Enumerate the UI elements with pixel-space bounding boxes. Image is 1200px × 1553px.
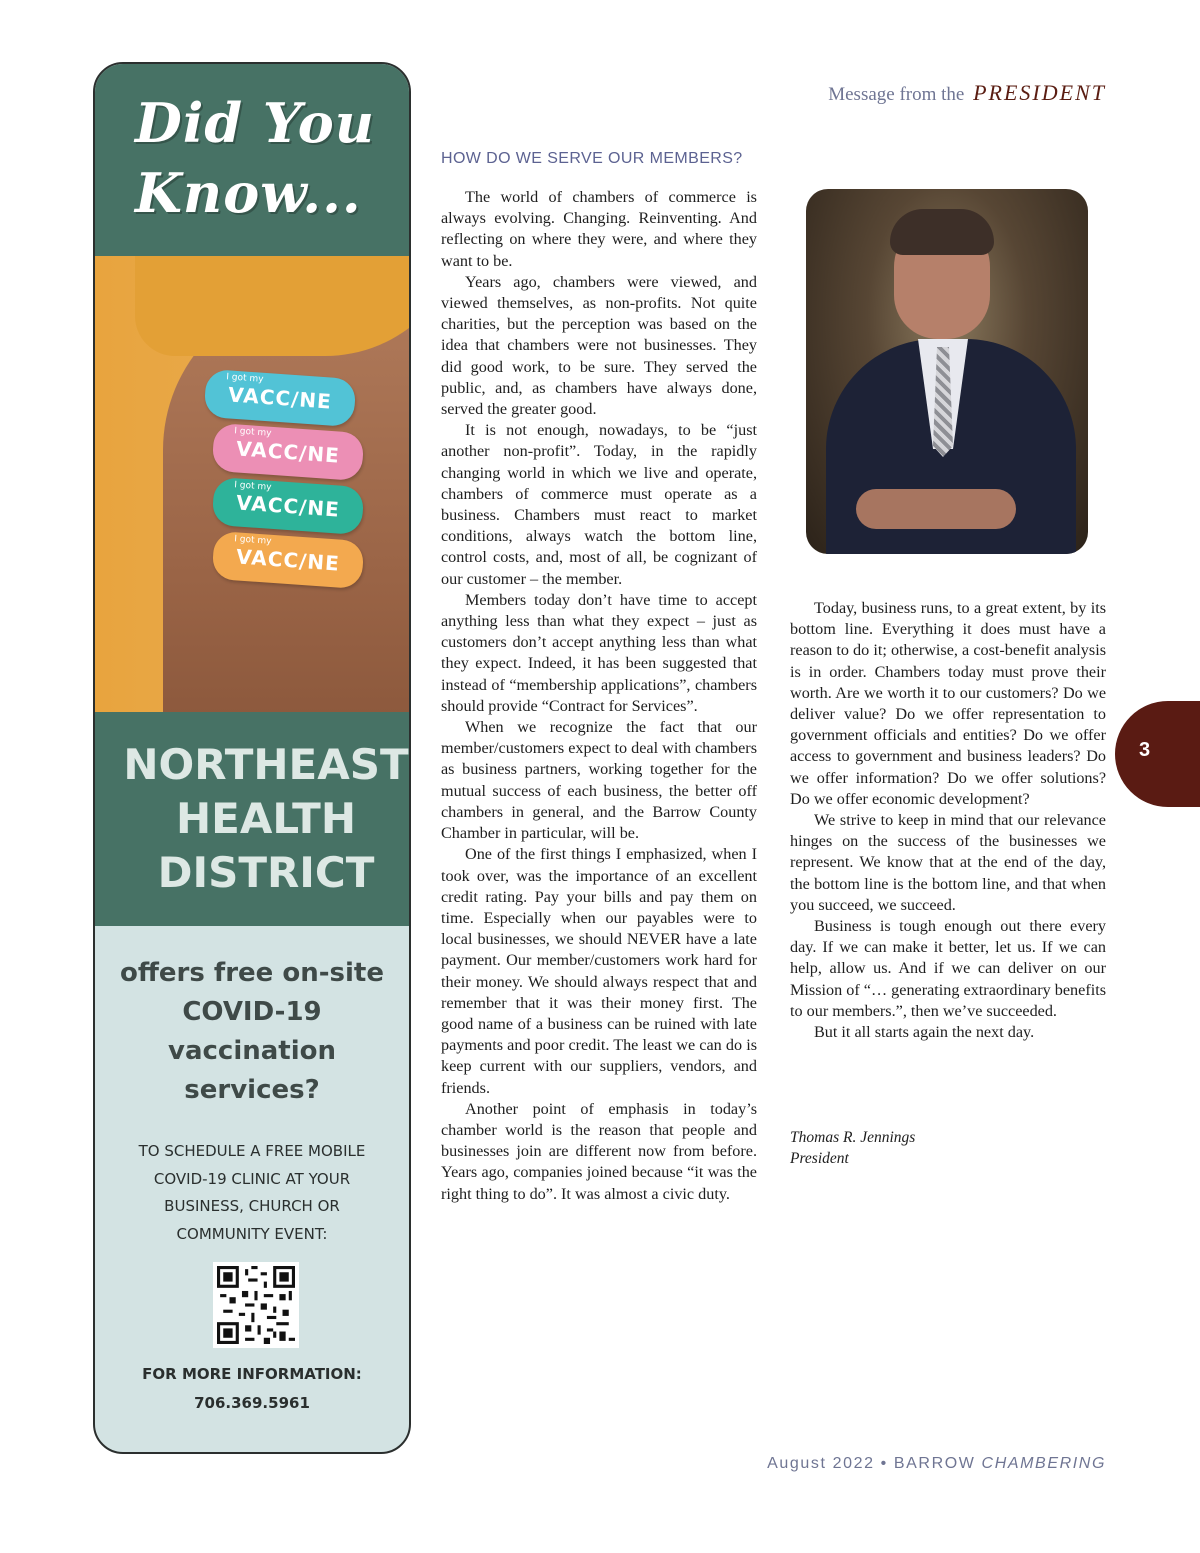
paragraph: Another point of emphasis in today’s chamber world is the reason that people and businesses join are different now from before. Years ago, companies joined because “it was the right thing to do”. It was almost a civic duty.	[441, 1099, 757, 1203]
running-head-label: Message from the	[828, 84, 965, 105]
vaccine-ad	[93, 62, 411, 1454]
ad-schedule-text: TO SCHEDULE A FREE MOBILE COVID-19 CLINIC AT YOUR BUSINESS, CHURCH OR COMMUNITY EVENT:	[138, 1142, 366, 1243]
portrait-hair	[890, 209, 994, 255]
ad-organization: NORTHEAST HEALTH DISTRICT	[123, 740, 409, 897]
bandage-green: I got my VACC∕NE	[212, 477, 365, 535]
signature-title: President	[790, 1150, 849, 1167]
president-portrait	[806, 189, 1088, 554]
ad-contact	[95, 1360, 409, 1418]
paragraph: When we recognize the fact that our member/customers expect to deal with chambers as business partners, working together for the mutual success of each business, the better off chambers in general, and the Barrow County Chamber in particular, will be.	[441, 718, 757, 843]
paragraph: But it all starts again the next day.	[814, 1023, 1035, 1042]
bandage-pink: I got my VACC∕NE	[212, 423, 365, 481]
paragraph: Members today don’t have time to accept anything less than what they expect – just as customers don’t accept anything less than what they expect. Indeed, it has been suggested that instead of “membership applications”, chambers should provide “Contract for Services”.	[441, 590, 757, 715]
article-column-1	[441, 187, 757, 1205]
paragraph: Business is tough enough out there every day. If we can make it better, let us. If we can help, allow us. And if we can deliver on our Mission of “… generating extraordinary benefits to our members.”, then we’ve succeeded.	[790, 917, 1107, 1020]
paragraph: Years ago, chambers were viewed, and viewed themselves, as non-profits. Not quite charities, but the perception was based on the idea that chambers were not businesses. They did good work, to be sure. They served the public, and, as chambers have always done, served the greater good.	[441, 272, 757, 419]
ad-info-label: FOR MORE INFORMATION:	[142, 1365, 362, 1383]
paragraph: The world of chambers of commerce is always evolving. Changing. Reinventing. And reflecting on where they were, and where they want to be.	[441, 188, 757, 270]
footer-separator: •	[880, 1455, 888, 1472]
running-head	[828, 80, 1106, 106]
paragraph: Today, business runs, to a great extent, by its bottom line. Everything it does must have a reason to do it; otherwise, a cost-benefit analysis is in order. Chambers today must prove their worth. Are we worth it to our customers? Do we deliver value? Do we offer representation to government officials and entities? Do we offer access to government and business leaders? Do we offer information? Do we offer solutions? Do we offer economic development?	[790, 599, 1106, 808]
running-head-president: PRESIDENT	[973, 80, 1106, 105]
article-column-2	[790, 598, 1106, 1043]
paragraph: One of the first things I emphasized, when I took over, was the importance of an excellent credit rating. Pay your bills and pay them on time. Especially when our payables were to local businesses, we should NEVER have a late payment. Our member/customers work hard for their money. We should always respect that and remember that it was their money first. The good name of a business can be ruined with late payments and poor credit. The least we can do is keep current with our suppliers, vendors, and friends.	[441, 845, 757, 1097]
page-number: 3	[1139, 739, 1151, 761]
footer	[767, 1455, 1106, 1473]
footer-publication: BARROW	[893, 1455, 976, 1472]
ad-offer-text: offers free on-site COVID-19 vaccination services?	[120, 958, 384, 1105]
bandage-blue: I got my VACC∕NE	[204, 369, 357, 427]
ad-header-band	[95, 64, 409, 256]
signature	[790, 1127, 915, 1169]
sleeve-illustration	[135, 256, 409, 356]
ad-phone[interactable]: 706.369.5961	[194, 1394, 310, 1412]
portrait-hands	[856, 489, 1016, 529]
bandage-orange: I got my VACC∕NE	[212, 531, 365, 589]
page-number-tab	[1115, 701, 1200, 807]
article-heading: HOW DO WE SERVE OUR MEMBERS?	[441, 150, 743, 167]
vaccine-arm-photo	[95, 256, 409, 712]
footer-date: August 2022	[767, 1455, 875, 1472]
ad-organization-band	[95, 712, 409, 926]
qr-code-graphic	[217, 1266, 295, 1344]
paragraph: We strive to keep in mind that our relevance hinges on the success of the businesses we represent. We know that at the end of the day, the bottom line is the bottom line, and that when you succeed, we succeed.	[790, 811, 1106, 914]
qr-code-icon[interactable]	[213, 1262, 299, 1348]
signature-name: Thomas R. Jennings	[790, 1129, 916, 1146]
ad-headline: Did You Know...	[135, 91, 376, 225]
footer-publication-italic: CHAMBERING	[981, 1455, 1106, 1472]
paragraph: It is not enough, nowadays, to be “just another non-profit”. Today, in the rapidly changing world in which we live and operate, chambers of commerce must operate as a business. Chambers must react to market conditions, always watch the bottom line, control costs, and, most of all, be cognizant of our customer – the member.	[441, 421, 757, 588]
